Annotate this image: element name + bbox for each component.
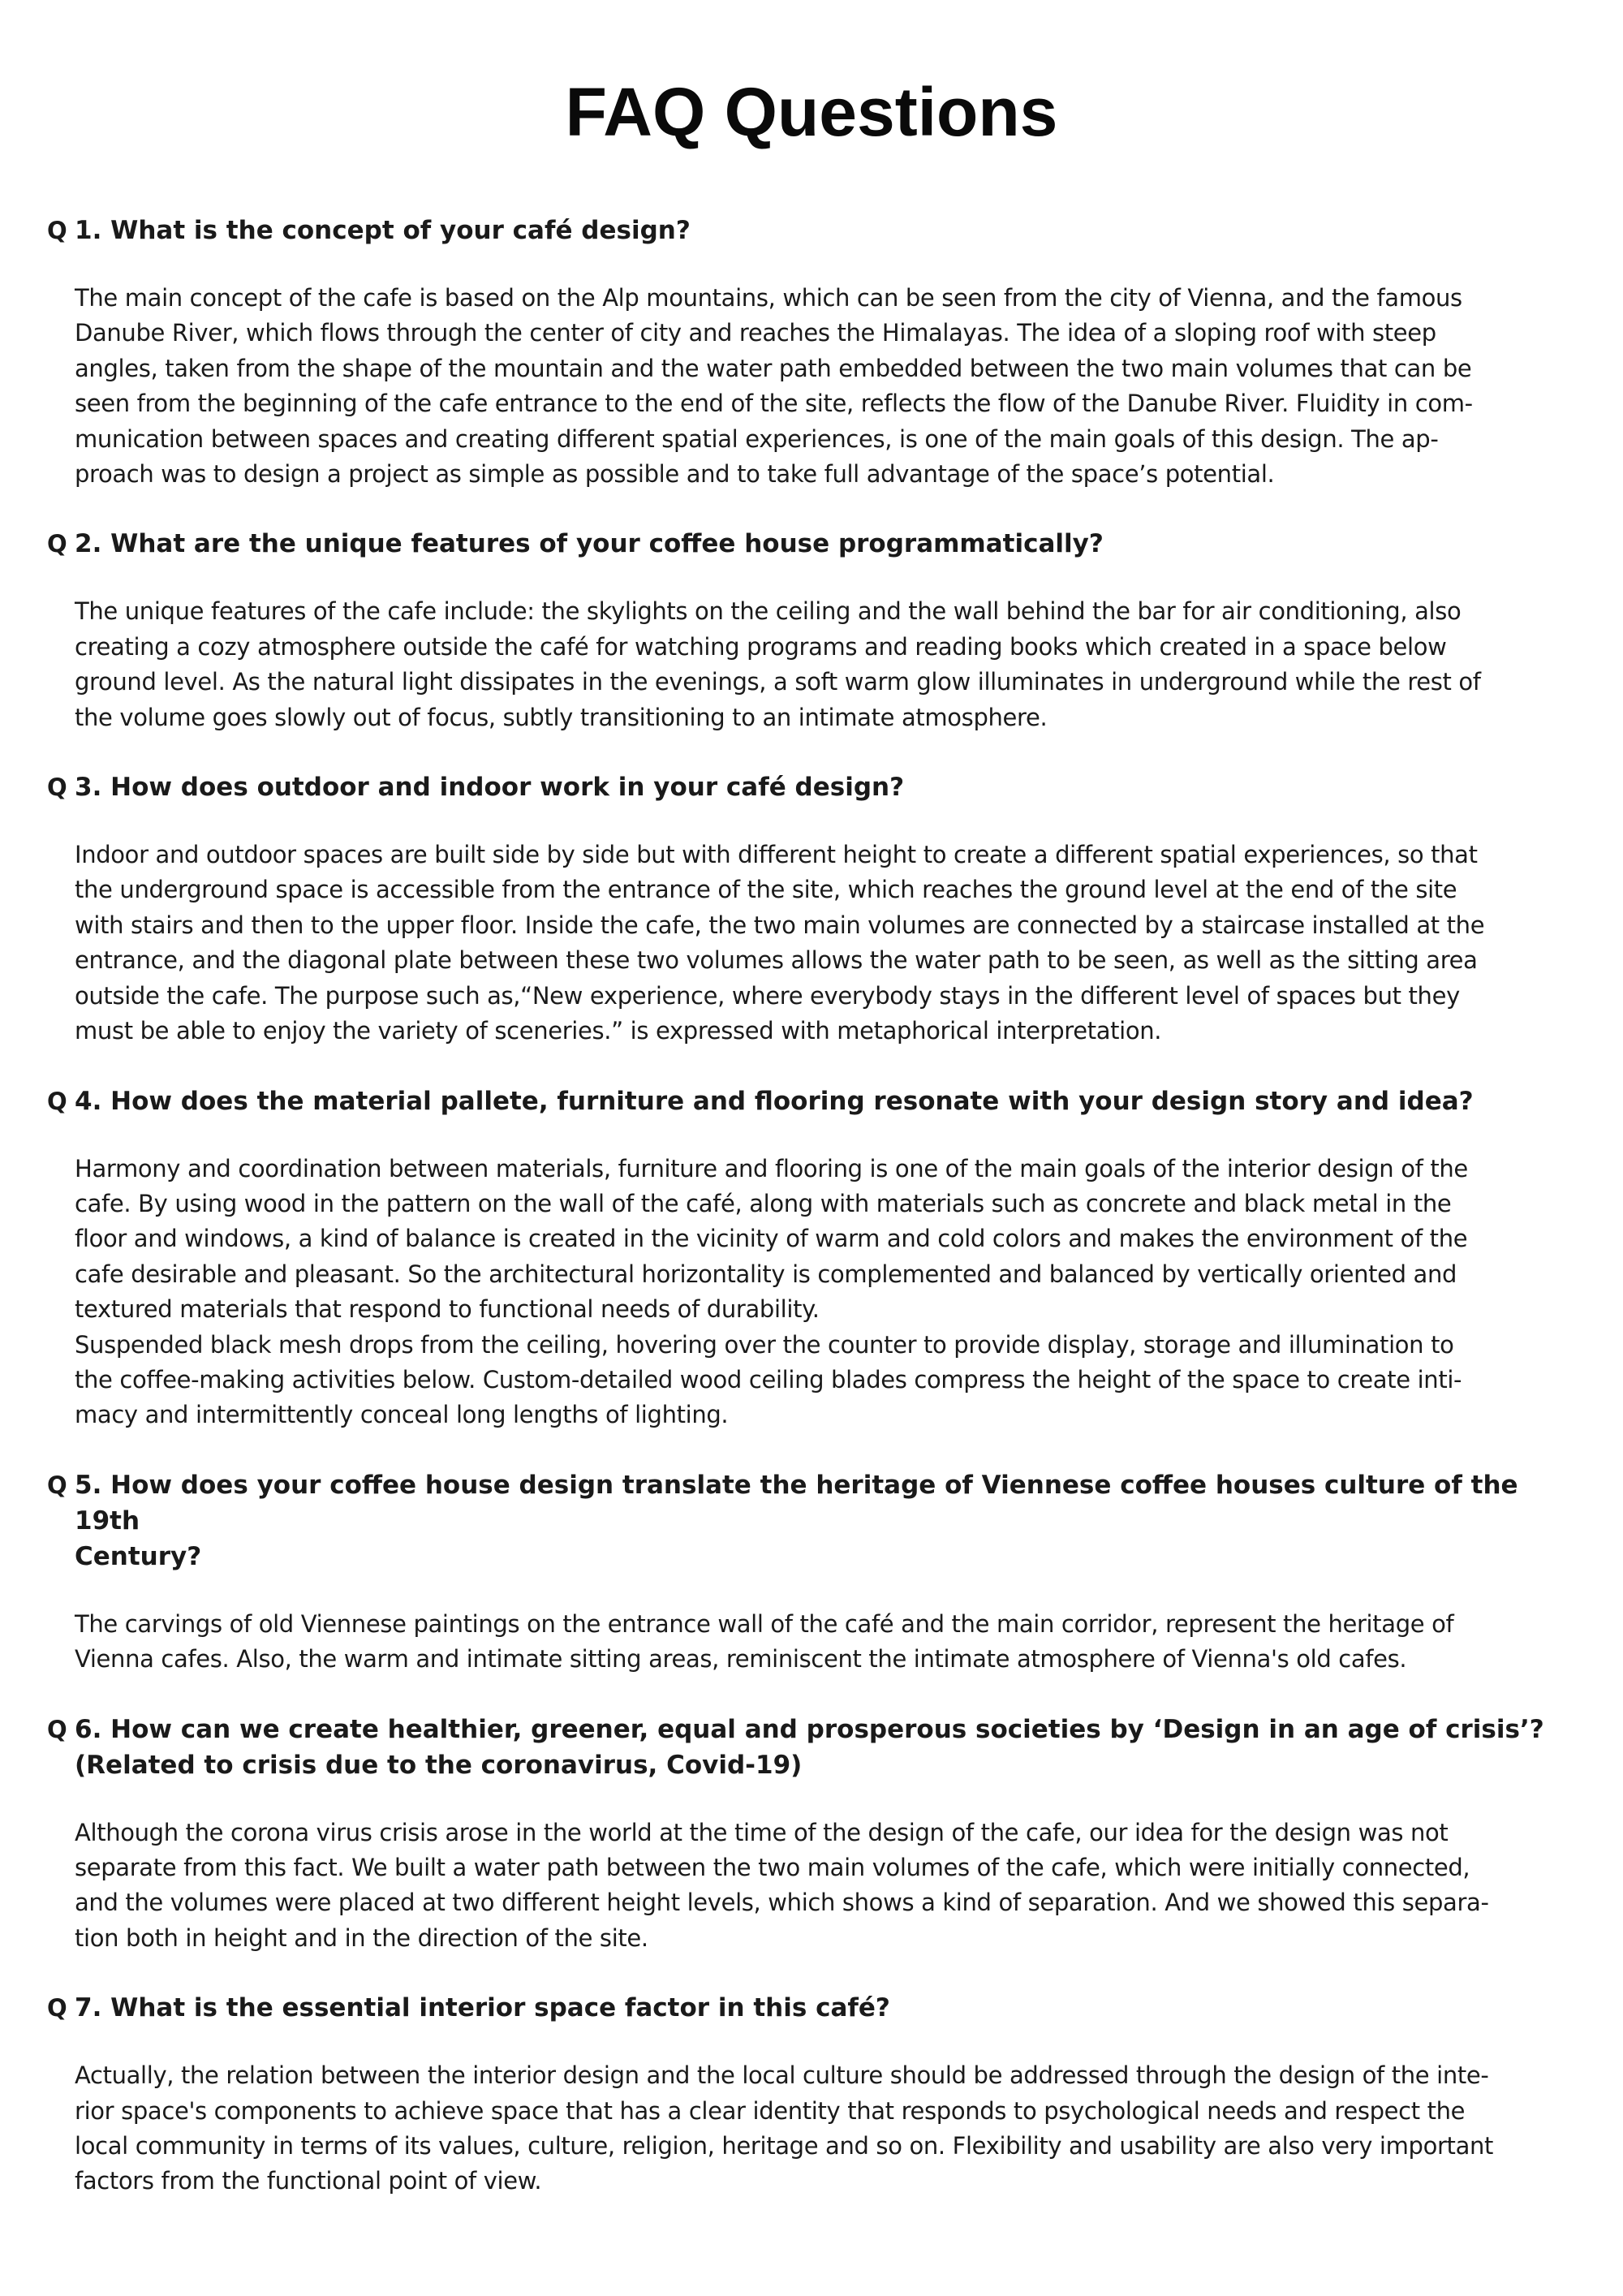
- question-text: 1. What is the concept of your café design?: [75, 216, 691, 245]
- faq-question: [47, 1990, 1589, 2026]
- question-text: 5. How does your coffee house design translate the heritage of Viennese coffee houses culture of the 19th Century?: [75, 1470, 1518, 1571]
- faq-answer: The carvings of old Viennese paintings on the entrance wall of the café and the main corridor, represent the heritage of Vienna cafes. Also, the warm and intimate sitting areas, reminiscent the intimate atmosphere of Vienna's old cafes.: [75, 1609, 1454, 1674]
- faq-item-1: [47, 213, 1589, 492]
- question-marker: Q: [47, 1994, 67, 2022]
- faq-question: [47, 769, 1589, 805]
- faq-answer: Actually, the relation between the interior design and the local culture should be addressed through the design of the inte- rior space's components to achieve space that has a clear identity that responds to psychological needs and respect the local community in terms of its values, culture, religion, heritage and so on. Flexibility and usability are also very important factors from the functional point of view.: [75, 2061, 1494, 2195]
- faq-answer: The unique features of the cafe include: the skylights on the ceiling and the wall behind the bar for air conditioning, also creating a cozy atmosphere outside the café for watching programs and reading books which created in a space below ground level. As the natural light dissipates in the evenings, a soft warm glow illuminates in underground while the rest of the volume goes slowly out of focus, subtly transitioning to an intimate atmosphere.: [75, 597, 1481, 731]
- question-text: 3. How does outdoor and indoor work in your café design?: [75, 773, 905, 803]
- faq-question: [47, 1712, 1589, 1783]
- question-text: 4. How does the material pallete, furniture and flooring resonate with your design story and idea?: [75, 1086, 1474, 1116]
- faq-question: [47, 526, 1589, 562]
- faq-item-4: [47, 1083, 1589, 1433]
- faq-answer: Although the corona virus crisis arose in the world at the time of the design of the cafe, our idea for the design was not separate from this fact. We built a water path between the two main volumes of the cafe, which were initially connected, and the volumes were placed at two different height levels, which shows a kind of separation. And we showed this separa- tion both in height and in the direction of the site.: [75, 1818, 1489, 1952]
- question-marker: Q: [47, 217, 67, 244]
- question-marker: Q: [47, 773, 67, 802]
- faq-list: [47, 213, 1589, 2199]
- question-marker: Q: [47, 530, 67, 558]
- question-marker: Q: [47, 1715, 67, 1743]
- faq-question: [47, 213, 1589, 248]
- question-text: 2. What are the unique features of your coffee house programmatically?: [75, 529, 1104, 559]
- faq-item-3: [47, 769, 1589, 1049]
- faq-answer: Indoor and outdoor spaces are built side by side but with different height to create a different spatial experiences, so that the underground space is accessible from the entrance of the site, which reaches the ground level at the end of the site with stairs and then to the upper floor. Inside the cafe, the two main volumes are connected by a staircase installed at the entrance, and the diagonal plate between these two volumes allows the water path to be seen, as well as the sitting area outside the cafe. The purpose such as,“New experience, where everybody stays in the different level of spaces but they must be able to enjoy the variety of sceneries.” is expressed with metaphorical interpretation.: [75, 841, 1485, 1045]
- question-marker: Q: [47, 1471, 67, 1499]
- faq-item-5: [47, 1467, 1589, 1678]
- faq-question: [47, 1467, 1589, 1574]
- faq-answer: The main concept of the cafe is based on the Alp mountains, which can be seen from the city of Vienna, and the famous Danube River, which flows through the center of city and reaches the Himalayas. The idea of a sloping roof with steep angles, taken from the shape of the mountain and the water path embedded between the two main volumes that can be seen from the beginning of the cafe entrance to the end of the site, reflects the flow of the Danube River. Fluidity in com- munication between spaces and creating different spatial experiences, is one of the main goals of this design. The ap- proach was to design a project as simple as possible and to take full advantage of the space’s potential.: [75, 284, 1473, 489]
- faq-item-2: [47, 526, 1589, 735]
- question-text: 7. What is the essential interior space factor in this café?: [75, 1993, 890, 2023]
- question-text: 6. How can we create healthier, greener, equal and prosperous societies by ‘Design in an age of crisis’? (Related to crisis due to the coronavirus, Covid-19): [75, 1714, 1544, 1780]
- question-marker: Q: [47, 1087, 67, 1115]
- page-title: FAQ Questions: [565, 74, 1058, 150]
- faq-question: [47, 1083, 1589, 1119]
- faq-item-7: [47, 1990, 1589, 2199]
- faq-item-6: [47, 1712, 1589, 1957]
- faq-answer: Harmony and coordination between materials, furniture and flooring is one of the main goals of the interior design of the cafe. By using wood in the pattern on the wall of the café, along with materials such as concrete and black metal in the floor and windows, a kind of balance is created in the vicinity of warm and cold colors and makes the environment of the cafe desirable and pleasant. So the architectural horizontality is complemented and balanced by vertically oriented and textured materials that respond to functional needs of durability. Suspended black mesh drops from the ceiling, hovering over the counter to provide display, storage and illumination to the coffee-making activities below. Custom-detailed wood ceiling blades compress the height of the space to create inti- macy and intermittently conceal long lengths of lighting.: [75, 1154, 1468, 1429]
